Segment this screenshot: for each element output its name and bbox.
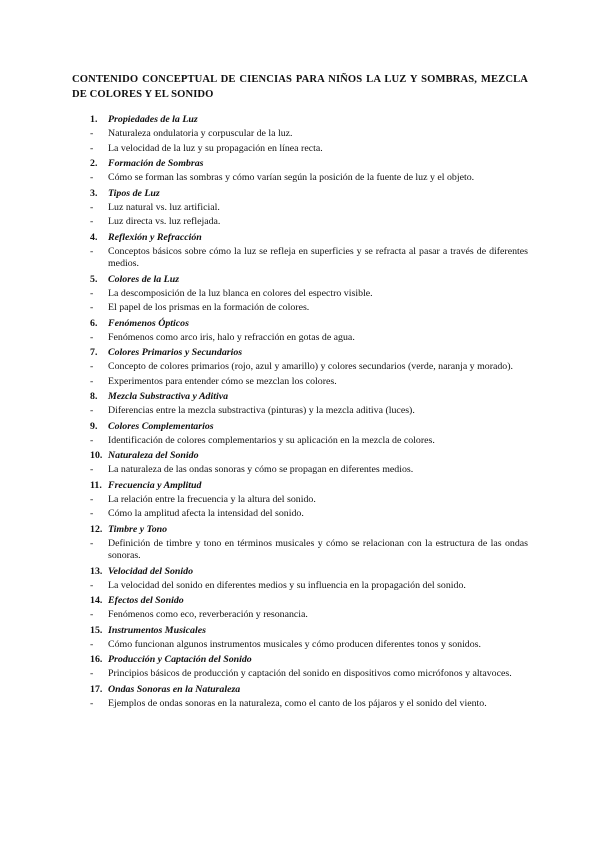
bullet-dash: -: [90, 434, 94, 446]
bullet-dash: -: [90, 464, 94, 475]
section-heading: [90, 523, 528, 536]
list-item: [90, 216, 528, 229]
list-item: [90, 202, 528, 215]
section-heading: [90, 653, 528, 666]
bullet-dash: -: [90, 245, 94, 257]
section-number: 6.: [90, 317, 98, 329]
section-title: Mezcla Substractiva y Aditiva: [108, 391, 229, 402]
bullet-dash: -: [90, 405, 94, 416]
section-title: Colores de la Luz: [108, 273, 180, 285]
list-item: [90, 508, 528, 521]
section-heading: [90, 113, 528, 126]
section-number: 8.: [90, 391, 98, 402]
section-heading: [90, 231, 528, 244]
list-item-text: Fenómenos como eco, reverberación y resonancia.: [108, 609, 308, 620]
bullet-dash: -: [90, 172, 94, 183]
bullet-dash: -: [90, 331, 94, 343]
section-number: 1.: [90, 114, 98, 125]
list-item: [90, 494, 528, 507]
section-heading: [90, 317, 528, 330]
section-title: Frecuencia y Amplitud: [108, 479, 202, 491]
list-item-text: Luz directa vs. luz reflejada.: [108, 216, 221, 227]
list-item: [90, 288, 528, 301]
bullet-dash: -: [90, 216, 94, 227]
section-number: 4.: [90, 231, 98, 243]
list-item-text: La velocidad del sonido en diferentes medios y su influencia en la propagación del sonido.: [108, 579, 466, 591]
list-item: [90, 580, 528, 593]
list-item: [90, 405, 528, 418]
section-heading: [90, 420, 528, 433]
section-title: Ondas Sonoras en la Naturaleza: [108, 683, 241, 695]
bullet-dash: -: [90, 493, 94, 505]
section-title: Fenómenos Ópticos: [108, 317, 189, 329]
section-title: Formación de Sombras: [108, 158, 204, 169]
list-item-text: Cómo se forman las sombras y cómo varían según la posición de la fuente de luz y el objeto.: [108, 172, 475, 183]
list-item-text: Principios básicos de producción y captación del sonido en dispositivos como micrófonos y altavoces.: [108, 668, 512, 679]
section-title: Instrumentos Musicales: [108, 624, 206, 636]
bullet-dash: -: [90, 302, 94, 313]
section-heading: [90, 157, 528, 170]
section-heading: [90, 390, 528, 403]
list-item-text: Luz natural vs. luz artificial.: [108, 201, 220, 213]
section-number: 13.: [90, 565, 103, 577]
list-item-text: Ejemplos de ondas sonoras en la naturaleza, como el canto de los pájaros y el sonido del viento.: [108, 697, 487, 709]
bullet-dash: -: [90, 128, 94, 139]
section-number: 16.: [90, 654, 103, 665]
list-item: [90, 128, 528, 141]
list-item: [90, 639, 528, 652]
section-title: Timbre y Tono: [108, 523, 168, 535]
list-item: [90, 302, 528, 315]
bullet-dash: -: [90, 638, 94, 650]
section-title: Producción y Captación del Sonido: [108, 654, 252, 665]
section-number: 17.: [90, 683, 103, 695]
section-number: 7.: [90, 347, 98, 358]
section-number: 5.: [90, 273, 98, 285]
section-heading: [90, 624, 528, 637]
list-item: [90, 435, 528, 448]
list-item-text: La relación entre la frecuencia y la altura del sonido.: [108, 493, 316, 505]
bullet-dash: -: [90, 287, 94, 299]
list-item: [90, 609, 528, 622]
bullet-dash: -: [90, 201, 94, 213]
section-title: Colores Complementarios: [108, 420, 214, 432]
list-item-text: Cómo funcionan algunos instrumentos musicales y cómo producen diferentes tonos y sonidos.: [108, 638, 481, 650]
section-title: Colores Primarios y Secundarios: [108, 347, 243, 358]
section-number: 14.: [90, 595, 103, 606]
list-item: [90, 376, 528, 389]
list-item-text: Diferencias entre la mezcla substractiva (pinturas) y la mezcla aditiva (luces).: [108, 405, 415, 416]
bullet-dash: -: [90, 375, 94, 387]
section-list: [90, 113, 528, 712]
list-item: [90, 361, 528, 374]
section-heading: [90, 683, 528, 696]
list-item: [90, 172, 528, 185]
list-item-text: Naturaleza ondulatoria y corpuscular de la luz.: [108, 128, 293, 139]
section-number: 3.: [90, 187, 98, 199]
list-item-text: Cómo la amplitud afecta la intensidad del sonido.: [108, 508, 304, 519]
section-number: 15.: [90, 624, 103, 636]
section-heading: [90, 479, 528, 492]
bullet-dash: -: [90, 142, 94, 154]
section-heading: [90, 273, 528, 286]
list-item-text: Definición de timbre y tono en términos musicales y cómo se relacionan con la estructura de las ondas sonoras.: [108, 537, 528, 561]
section-heading: [90, 187, 528, 200]
list-item-text: La descomposición de la luz blanca en colores del espectro visible.: [108, 287, 373, 299]
list-item: [90, 538, 528, 563]
section-number: 10.: [90, 450, 103, 461]
list-item: [90, 246, 528, 271]
section-title: Tipos de Luz: [108, 187, 160, 199]
bullet-dash: -: [90, 361, 94, 372]
bullet-dash: -: [90, 579, 94, 591]
section-title: Naturaleza del Sonido: [108, 450, 199, 461]
section-number: 9.: [90, 420, 98, 432]
bullet-dash: -: [90, 609, 94, 620]
section-number: 12.: [90, 523, 103, 535]
section-heading: [90, 449, 528, 462]
section-heading: [90, 594, 528, 607]
list-item: [90, 332, 528, 345]
section-heading: [90, 565, 528, 578]
section-title: Propiedades de la Luz: [108, 114, 198, 125]
list-item: [90, 698, 528, 711]
list-item-text: Concepto de colores primarios (rojo, azul y amarillo) y colores secundarios (verde, naranja y morado).: [108, 361, 514, 372]
list-item-text: Identificación de colores complementarios y su aplicación en la mezcla de colores.: [108, 434, 435, 446]
list-item-text: El papel de los prismas en la formación de colores.: [108, 302, 310, 313]
bullet-dash: -: [90, 537, 94, 549]
section-title: Velocidad del Sonido: [108, 565, 194, 577]
bullet-dash: -: [90, 508, 94, 519]
list-item: [90, 464, 528, 477]
list-item-text: Conceptos básicos sobre cómo la luz se refleja en superficies y se refracta al pasar a través de diferentes medios.: [108, 245, 528, 269]
bullet-dash: -: [90, 697, 94, 709]
document-title: CONTENIDO CONCEPTUAL DE CIENCIAS PARA NIÑOS LA LUZ Y SOMBRAS, MEZCLA DE COLORES Y EL SONIDO: [72, 74, 528, 100]
section-number: 2.: [90, 158, 98, 169]
section-title: Efectos del Sonido: [108, 595, 184, 606]
section-number: 11.: [90, 479, 102, 491]
list-item-text: Experimentos para entender cómo se mezclan los colores.: [108, 375, 337, 387]
list-item: [90, 143, 528, 156]
bullet-dash: -: [90, 668, 94, 679]
section-heading: [90, 346, 528, 359]
section-title: Reflexión y Refracción: [108, 231, 202, 243]
list-item-text: La velocidad de la luz y su propagación en línea recta.: [108, 142, 323, 154]
list-item-text: La naturaleza de las ondas sonoras y cómo se propagan en diferentes medios.: [108, 464, 414, 475]
list-item: [90, 668, 528, 681]
list-item-text: Fenómenos como arco iris, halo y refracción en gotas de agua.: [108, 331, 355, 343]
